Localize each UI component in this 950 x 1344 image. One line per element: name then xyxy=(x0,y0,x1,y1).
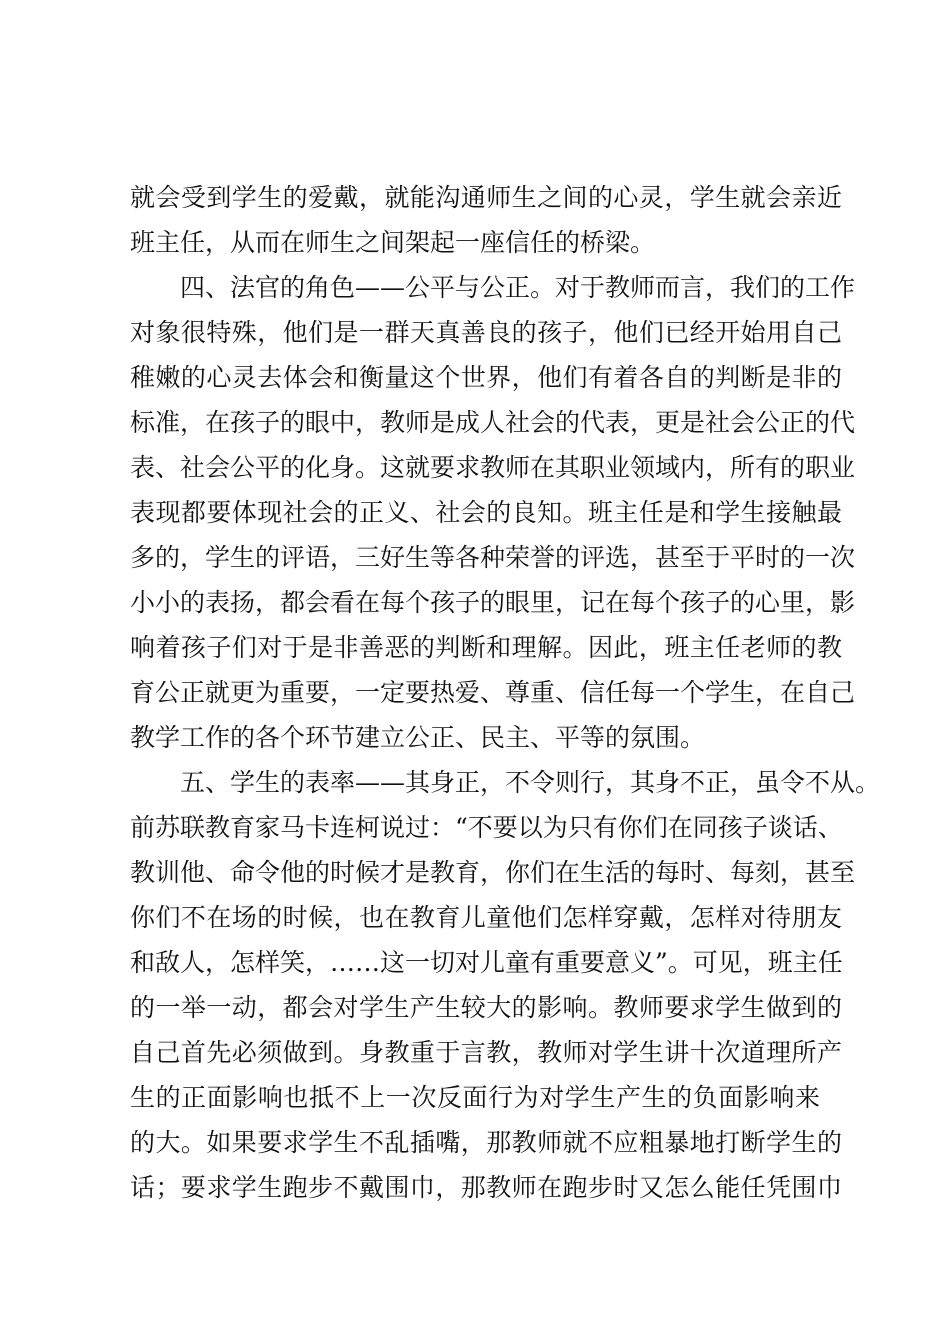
text-line: 多的，学生的评语，三好生等各种荣誉的评选，甚至于平时的一次 xyxy=(130,543,856,572)
text-line: 生的正面影响也抵不上一次反面行为对学生产生的负面影响来 xyxy=(130,1083,820,1112)
text-line: 表现都要体现社会的正义、社会的良知。班主任是和学生接触最 xyxy=(130,498,842,527)
text-line: 小小的表扬，都会看在每个孩子的眼里，记在每个孩子的心里，影 xyxy=(130,588,856,617)
text-line: 自己首先必须做到。身教重于言教，教师对学生讲十次道理所产 xyxy=(130,1038,842,1067)
text-line: 的一举一动，都会对学生产生较大的影响。教师要求学生做到的 xyxy=(130,993,842,1022)
text-line: 对象很特殊，他们是一群天真善良的孩子，他们已经开始用自己 xyxy=(130,318,842,347)
text-line: 前苏联教育家马卡连柯说过：“不要以为只有你们在同孩子谈话、 xyxy=(130,813,843,842)
text-line: 表、社会公平的化身。这就要求教师在其职业领域内，所有的职业 xyxy=(130,453,856,482)
text-line: 教训他、命令他的时候才是教育，你们在生活的每时、每刻，甚至 xyxy=(130,858,856,887)
text-line: 稚嫩的心灵去体会和衡量这个世界，他们有着各自的判断是非的 xyxy=(130,363,842,392)
text-line: 就会受到学生的爱戴，就能沟通师生之间的心灵，学生就会亲近 xyxy=(130,183,842,212)
text-line: 育公正就更为重要，一定要热爱、尊重、信任每一个学生，在自己 xyxy=(130,678,856,707)
text-line: 教学工作的各个环节建立公正、民主、平等的氛围。 xyxy=(130,723,706,752)
text-line: 标准，在孩子的眼中，教师是成人社会的代表，更是社会公正的代 xyxy=(130,408,856,437)
text-line: 响着孩子们对于是非善恶的判断和理解。因此，班主任老师的教 xyxy=(130,633,842,662)
text-line: 话；要求学生跑步不戴围巾，那教师在跑步时又怎么能任凭围巾 xyxy=(130,1173,842,1202)
text-line: 你们不在场的时候，也在教育儿童他们怎样穿戴，怎样对待朋友 xyxy=(130,903,842,932)
paragraph-heading-line: 四、法官的角色——公平与公正。对于教师而言，我们的工作 xyxy=(180,273,856,302)
text-line: 和敌人，怎样笑，……这一切对儿童有重要意义”。可见，班主任 xyxy=(130,948,843,977)
text-line: 的大。如果要求学生不乱插嘴，那教师就不应粗暴地打断学生的 xyxy=(130,1128,842,1157)
paragraph-heading-line: 五、学生的表率——其身正，不令则行，其身不正，虽令不从。 xyxy=(180,768,881,797)
text-line: 班主任，从而在师生之间架起一座信任的桥梁。 xyxy=(130,228,656,257)
